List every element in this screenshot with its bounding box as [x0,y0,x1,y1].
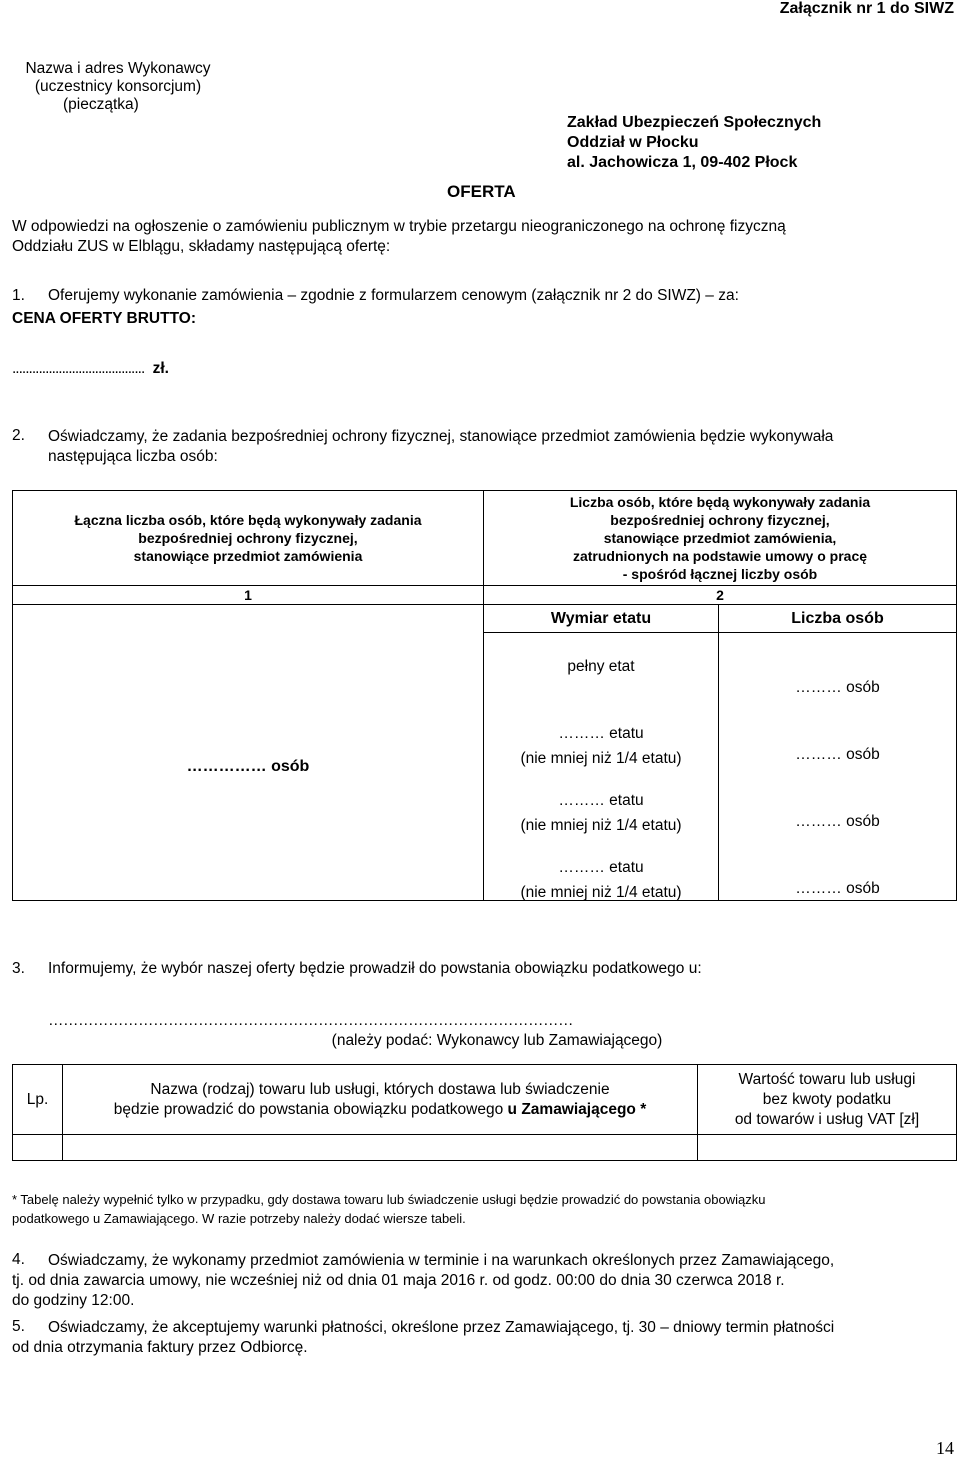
tax-col-name-line1: Nazwa (rodzaj) towaru lub usługi, których dostawa lub świadczenie [150,1080,610,1098]
intro-text [12,217,957,257]
point5-line2: od dnia otrzymania faktury przez Odbiorcę. [12,1339,308,1356]
row3-etat-note: (nie mniej niż 1/4 etatu) [520,817,682,834]
point4-number: 4. [12,1251,25,1268]
row4-etat[interactable] [484,855,718,905]
contractor-line2: (uczestnicy konsorcjum) [34,78,202,95]
page-number: 14 [936,1438,954,1458]
tax-col-name [63,1065,697,1134]
recipient-block [567,113,821,173]
staff-col2-number: 2 [716,587,724,603]
tax-col-lp: Lp. [26,1090,49,1108]
col2-header-line5: - spośród łącznej liczby osób [622,566,818,582]
col2-header-line1: Liczba osób, które będą wykonywały zadania [569,494,871,510]
tax-row-name-cell[interactable] [63,1135,697,1160]
point1-number: 1. [12,287,25,304]
col2-header-line3: stanowiące przedmiot zamówienia, [603,530,837,546]
row3-persons-input[interactable]: ……… osób [795,813,880,830]
intro-line1: W odpowiedzi na ogłoszenie o zamówieniu publicznym w trybie przetargu nieograniczonego na ochronę fizyczną [12,218,786,235]
footnote-line1: * Tabelę należy wypełnić tylko w przypadku, gdy dostawa towaru lub świadczenie usługi będzie prowadzić do powstania obowiązku [12,1192,766,1207]
point3-number: 3. [12,960,25,977]
sub-header-etat: Wymiar etatu [550,609,652,627]
col2-header-line2: bezpośredniej ochrony fizycznej, [610,512,830,528]
tax-col-name-line2 [114,1100,647,1120]
row3-etat[interactable] [484,788,718,838]
point1-text: Oferujemy wykonanie zamówienia – zgodnie z formularzem cenowym (załącznik nr 2 do SIWZ) – za: [48,287,739,304]
recipient-line1: Zakład Ubezpieczeń Społecznych [567,114,822,131]
price-unit: zł. [152,360,169,377]
row3-etat-value: ……… etatu [558,792,644,809]
staff-col2-header [484,491,956,585]
point3-text: Informujemy, że wybór naszej oferty będzie prowadził do powstania obowiązku podatkowego u: [48,960,702,977]
row4-etat-value: ……… etatu [558,859,644,876]
point4-line2: tj. od dnia zawarcia umowy, nie wcześniej niż od dnia 01 maja 2016 r. od godz. 00:00 do dnia 30 czerwca 2018 r. [12,1272,785,1289]
col1-header-line2: bezpośredniej ochrony fizycznej, [138,530,358,546]
contractor-line3: (pieczątka) [63,96,139,113]
sub-header-persons: Liczba osób [791,609,884,627]
tax-row-value-cell[interactable] [698,1135,956,1160]
point4-line1: Oświadczamy, że wykonamy przedmiot zamówienia w terminie i na warunkach określonych przez Zamawiającego, [48,1252,835,1269]
tax-party-input[interactable]: …………………………………………………………………………………………… [48,1012,573,1029]
staff-col1-header [13,491,483,585]
row4-persons-input[interactable]: ……… osób [795,880,880,897]
annex-label: Załącznik nr 1 do SIWZ [779,0,954,17]
point2-number: 2. [12,427,25,444]
point2-line2: następująca liczba osób: [48,448,218,465]
staff-col1-number: 1 [244,587,252,603]
tax-party-hint: (należy podać: Wykonawcy lub Zamawiającego) [331,1032,663,1049]
price-field[interactable] [12,360,169,378]
point5-line1: Oświadczamy, że akceptujemy warunki płatności, określone przez Zamawiającego, tj. 30 – dniowy termin płatności [48,1319,835,1336]
contractor-block [8,60,228,114]
intro-line2: Oddziału ZUS w Elblągu, składamy następującą ofertę: [12,238,391,255]
row2-etat-value: ……… etatu [558,725,644,742]
point2-line1: Oświadczamy, że zadania bezpośredniej ochrony fizycznej, stanowiące przedmiot zamówienia będzie wykonywała [48,428,834,445]
footnote-line2: podatkowego u Zamawiającego. W razie potrzeby należy dodać wiersze tabeli. [12,1211,466,1226]
tax-col-value [698,1065,956,1134]
row2-etat-note: (nie mniej niż 1/4 etatu) [520,750,682,767]
row2-etat[interactable] [484,721,718,771]
col1-header-line3: stanowiące przedmiot zamówienia [133,548,363,564]
point5-number: 5. [12,1318,25,1335]
col1-header-line1: Łączna liczba osób, które będą wykonywały zadania [74,512,422,528]
tax-col-value-line1: Wartość towaru lub usługi [738,1070,916,1088]
row4-etat-note: (nie mniej niż 1/4 etatu) [520,884,682,901]
col2-header-line4: zatrudnionych na podstawie umowy o pracę [572,548,868,564]
tax-row-lp-cell[interactable] [13,1135,62,1160]
footnote [12,1190,957,1228]
contractor-line1: Nazwa i adres Wykonawcy [25,60,211,77]
recipient-line2: Oddział w Płocku [567,134,699,151]
doc-title: OFERTA [447,182,516,201]
tax-col-value-line3: od towarów i usług VAT [zł] [734,1110,920,1128]
point2-text [48,427,958,467]
row1-persons-input[interactable]: ……… osób [795,679,880,696]
total-persons-input[interactable]: …………… osób [186,757,310,775]
price-blank: ........................................ [12,360,145,377]
row2-persons-input[interactable]: ……… osób [795,746,880,763]
row1-etat: pełny etat [567,658,635,675]
tax-col-value-line2: bez kwoty podatku [762,1090,892,1108]
point4-line3: do godziny 12:00. [12,1292,135,1309]
tax-col-name-line2b: u Zamawiającego * [507,1100,647,1118]
point5-text [12,1318,958,1358]
price-label: CENA OFERTY BRUTTO: [12,310,196,327]
point4-text [12,1251,958,1311]
recipient-line3: al. Jachowicza 1, 09-402 Płock [567,154,798,171]
tax-col-name-line2a: będzie prowadzić do powstania obowiązku podatkowego [113,1100,508,1118]
